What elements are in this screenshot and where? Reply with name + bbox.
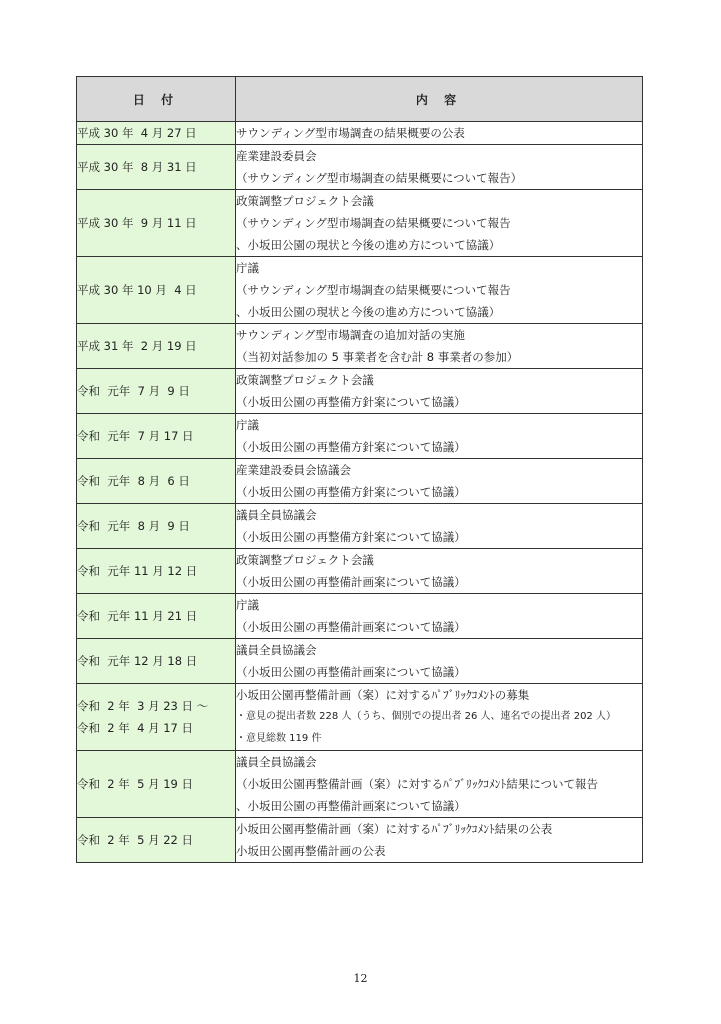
row-content	[236, 549, 643, 594]
content-line: （サウンディング型市場調査の結果概要について報告）	[236, 171, 523, 185]
table-row	[77, 751, 643, 818]
row-date: 令和 元年 8 月 9 日	[77, 504, 236, 549]
row-date: 令和 元年 11 月 21 日	[77, 594, 236, 639]
content-line: 庁議	[236, 418, 259, 432]
row-content	[236, 324, 643, 369]
row-date: 平成 30 年 8 月 31 日	[77, 145, 236, 190]
content-line: （小坂田公園の再整備方針案について協議）	[236, 485, 466, 499]
row-date: 平成 31 年 2 月 19 日	[77, 324, 236, 369]
schedule-table	[76, 76, 643, 863]
row-date: 平成 30 年 10 月 4 日	[77, 257, 236, 324]
table-row	[77, 549, 643, 594]
table-header-row	[77, 77, 643, 122]
row-content	[236, 818, 643, 863]
content-line: 、小坂田公園の現状と今後の進め方について協議）	[236, 305, 501, 319]
content-line: （当初対話参加の 5 事業者を含む計 8 事業者の参加）	[236, 350, 519, 364]
content-line: 議員全員協議会	[236, 508, 317, 522]
page-number: 12	[353, 972, 368, 985]
content-line: 政策調整プロジェクト会議	[236, 373, 374, 387]
row-content	[236, 684, 643, 751]
table-row	[77, 324, 643, 369]
content-line: 政策調整プロジェクト会議	[236, 553, 374, 567]
content-line: 小坂田公園再整備計画（案）に対するﾊﾟﾌﾞﾘｯｸｺﾒﾝﾄ結果の公表	[236, 822, 553, 836]
content-line: サウンディング型市場調査の追加対話の実施	[236, 328, 465, 342]
row-content	[236, 751, 643, 818]
table-row	[77, 459, 643, 504]
content-line: 庁議	[236, 261, 259, 275]
row-date: 令和 元年 7 月 9 日	[77, 369, 236, 414]
row-content	[236, 504, 643, 549]
table-row	[77, 145, 643, 190]
content-line: サウンディング型市場調査の結果概要の公表	[236, 126, 465, 140]
content-line: 小坂田公園再整備計画の公表	[236, 844, 386, 858]
row-date: 令和 2 年 5 月 22 日	[77, 818, 236, 863]
table-row	[77, 257, 643, 324]
row-content	[236, 639, 643, 684]
content-line: 議員全員協議会	[236, 643, 317, 657]
row-content	[236, 594, 643, 639]
table-row	[77, 122, 643, 145]
row-date: 令和 2 年 3 月 23 日 ～ 令和 2 年 4 月 17 日	[77, 684, 236, 751]
content-line: （小坂田公園の再整備方針案について協議）	[236, 440, 466, 454]
content-line: （小坂田公園再整備計画（案）に対するﾊﾟﾌﾞﾘｯｸｺﾒﾝﾄ結果について報告	[236, 777, 599, 791]
row-content	[236, 459, 643, 504]
row-date: 令和 2 年 5 月 19 日	[77, 751, 236, 818]
header-date: 日 付	[77, 77, 236, 122]
content-line: 小坂田公園再整備計画（案）に対するﾊﾟﾌﾞﾘｯｸｺﾒﾝﾄの募集	[236, 688, 530, 702]
row-date: 令和 元年 11 月 12 日	[77, 549, 236, 594]
header-content: 内 容	[236, 77, 643, 122]
content-line: （小坂田公園の再整備方針案について協議）	[236, 530, 466, 544]
content-line: 庁議	[236, 598, 259, 612]
row-content	[236, 369, 643, 414]
table-row	[77, 684, 643, 751]
table-row	[77, 190, 643, 257]
content-line: （小坂田公園の再整備計画案について協議）	[236, 620, 466, 634]
row-date: 平成 30 年 9 月 11 日	[77, 190, 236, 257]
table-row	[77, 504, 643, 549]
table-row	[77, 639, 643, 684]
content-line: （サウンディング型市場調査の結果概要について報告	[236, 216, 511, 230]
content-line: 政策調整プロジェクト会議	[236, 194, 374, 208]
table-row	[77, 818, 643, 863]
content-line: （サウンディング型市場調査の結果概要について報告	[236, 283, 511, 297]
row-date: 令和 元年 7 月 17 日	[77, 414, 236, 459]
row-date: 令和 元年 12 月 18 日	[77, 639, 236, 684]
row-content	[236, 190, 643, 257]
row-content	[236, 145, 643, 190]
table-row	[77, 594, 643, 639]
content-line: （小坂田公園の再整備方針案について協議）	[236, 395, 466, 409]
table-row	[77, 369, 643, 414]
row-content	[236, 122, 643, 145]
row-date: 平成 30 年 4 月 27 日	[77, 122, 236, 145]
content-line: ・意見の提出者数 228 人（うち、個別での提出者 26 人、連名での提出者 202 人）	[236, 711, 616, 722]
row-date: 令和 元年 8 月 6 日	[77, 459, 236, 504]
table-body	[77, 122, 643, 863]
content-line: 、小坂田公園の現状と今後の進め方について協議）	[236, 238, 501, 252]
row-content	[236, 257, 643, 324]
content-line: 議員全員協議会	[236, 755, 317, 769]
content-line: 、小坂田公園の再整備計画案について協議）	[236, 799, 466, 813]
content-line: 産業建設委員会	[236, 149, 317, 163]
content-line: （小坂田公園の再整備計画案について協議）	[236, 575, 466, 589]
content-line: ・意見総数 119 件	[236, 733, 322, 744]
table-row	[77, 414, 643, 459]
content-line: 産業建設委員会協議会	[236, 463, 351, 477]
content-line: （小坂田公園の再整備計画案について協議）	[236, 665, 466, 679]
row-content	[236, 414, 643, 459]
